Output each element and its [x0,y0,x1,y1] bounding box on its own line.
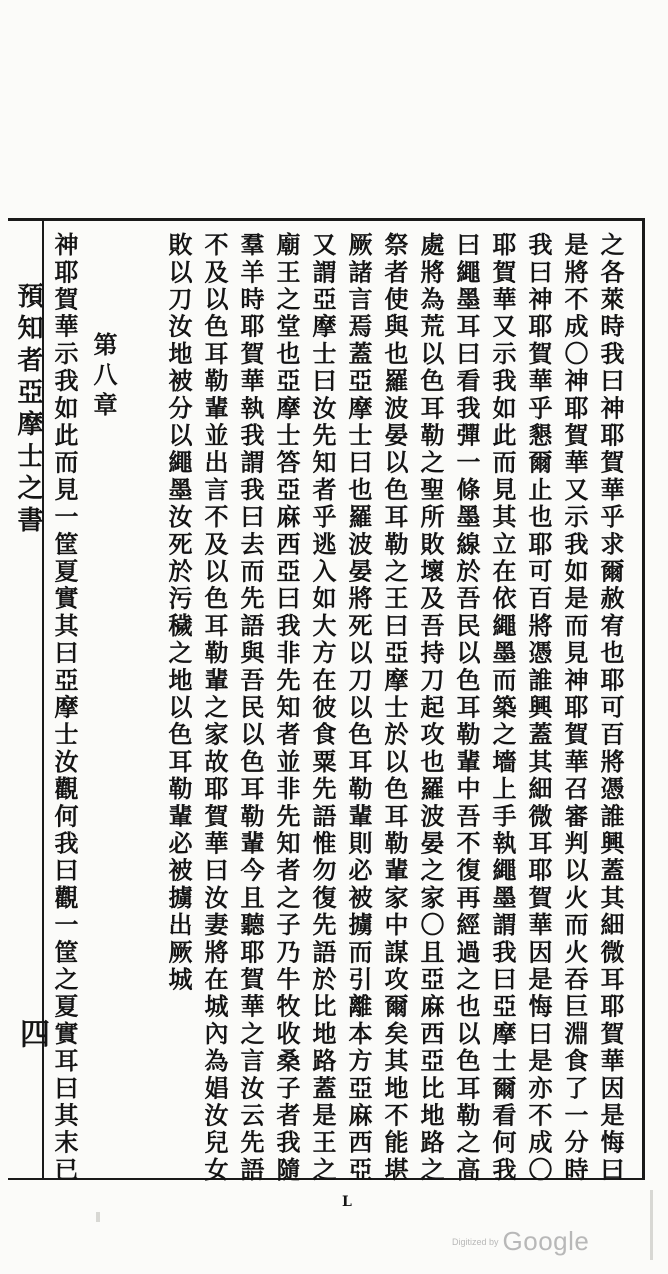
right-border-rule [642,218,645,1180]
page-number: 四 [14,1018,49,1048]
chapter-heading: 第八章 [89,332,118,422]
scan-artifact [650,1190,653,1260]
watermark-prefix: Digitized by [452,1236,499,1247]
text-column: 曰繩墨耳曰看我彈一條墨線於吾民以色耳勒輩中吾不復再經過之也以色耳勒之高 [452,232,481,1184]
running-title: 預知者亞摩士之書 [13,282,43,538]
digitized-watermark [452,1226,589,1257]
text-column: 之各萊時我曰神耶賀華乎求爾赦宥也耶可百將憑誰興蓋其細微耳耶賀華因是悔曰 [596,232,625,1184]
text-column: 耶賀華又示我如此而見其立在依繩墨而築之墻上手執繩墨謂我曰亞摩士爾看何我 [488,232,517,1184]
text-column: 祭者使與也羅波晏以色耳勒之王曰亞摩士於以色耳勒輩家中謀攻爾矣其地不能堪 [380,232,409,1184]
text-column: 敗以刀汝地被分以繩墨汝死於污穢之地以色耳勒輩必被擄出厥城 [164,232,193,994]
text-column: 不及以色耳勒輩並出言不及以色耳勒輩之家故耶賀華曰汝妻將在城內為娼汝兒女 [200,232,229,1184]
scan-artifact [96,1212,100,1222]
text-column: 羣羊時耶賀華執我謂我曰去而先語與吾民以色耳勒輩今且聽耶賀華之言汝云先語 [236,232,265,1184]
text-column: 是將不成〇神耶賀華又示我如是而見神耶賀華召審判以火而火吞巨淵食了一分時 [560,232,589,1184]
text-column: 處將為荒以色耳勒之聖所敗壞及吾持刀起攻也羅波晏之家〇且亞麻西亞比地路之 [416,232,445,1184]
text-column-final: 神耶賀華示我如此而見一筐夏實其曰亞摩士汝觀何我曰觀一筐之夏實耳曰其末已 [50,232,79,1184]
text-column: 厥諸言焉蓋亞摩士曰也羅波晏將死以刀以色耳勒輩則必被擄而引離本方亞麻西亞 [344,232,373,1184]
google-logo: Google [502,1226,590,1256]
text-column: 又謂亞摩士曰汝先知者乎逃入如大方在彼食粟先語惟勿復先語於比地路蓋是王之 [308,232,337,1184]
signature-mark: L [342,1194,352,1210]
text-column: 我曰神耶賀華乎懇爾止也耶可百將憑誰興蓋其細微耳耶賀華因是悔曰是亦不成〇 [524,232,553,1184]
top-border-rule [8,218,644,221]
text-column: 廟王之堂也亞摩士答亞麻西亞曰我非先知者並非先知者之子乃牛牧收桑子者我隨 [272,232,301,1184]
